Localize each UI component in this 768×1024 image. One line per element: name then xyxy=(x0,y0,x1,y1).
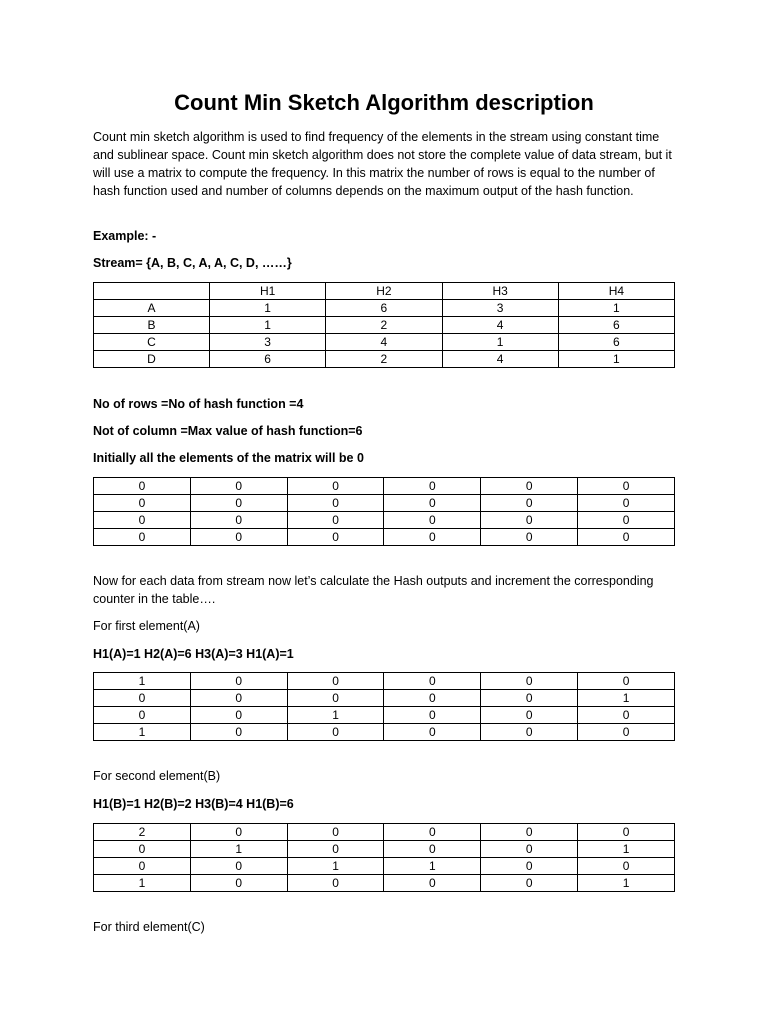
matrix-row xyxy=(94,690,675,707)
example-label: Example: - xyxy=(93,229,157,243)
matrix-cell: 0 xyxy=(190,824,287,841)
matrix-cell: 0 xyxy=(287,841,384,858)
matrix-cell: 1 xyxy=(190,841,287,858)
matrix-row xyxy=(94,478,675,495)
matrix-cell: 1 xyxy=(94,673,191,690)
matrix-cell: 0 xyxy=(287,495,384,512)
matrix-row xyxy=(94,529,675,546)
now-paragraph: Now for each data from stream now let’s calculate the Hash outputs and increment the corresponding counter in the table…. xyxy=(93,574,654,606)
matrix-cell: 0 xyxy=(578,824,675,841)
page-title: Count Min Sketch Algorithm description xyxy=(174,90,594,115)
matrix-cell: 0 xyxy=(190,875,287,892)
hash-function-table xyxy=(93,282,675,368)
matrix-cell: 0 xyxy=(384,529,481,546)
matrix-cell: 0 xyxy=(578,529,675,546)
rows-line: No of rows =No of hash function =4 xyxy=(93,397,304,411)
matrix-cell: 0 xyxy=(384,841,481,858)
matrix-cell: 0 xyxy=(578,724,675,741)
matrix-cell: 1 xyxy=(94,724,191,741)
matrix-initial xyxy=(93,477,675,546)
matrix-cell: 0 xyxy=(287,529,384,546)
matrix-after-a xyxy=(93,672,675,741)
table-header-cell: H1 xyxy=(210,283,326,300)
matrix-cell: 0 xyxy=(384,495,481,512)
matrix-cell: 0 xyxy=(481,724,578,741)
matrix-cell: 0 xyxy=(481,858,578,875)
table-row xyxy=(94,300,675,317)
first-element-hashes: H1(A)=1 H2(A)=6 H3(A)=3 H1(A)=1 xyxy=(93,647,294,661)
matrix-row xyxy=(94,841,675,858)
table-row xyxy=(94,317,675,334)
table-cell: 4 xyxy=(442,351,558,368)
matrix-cell: 0 xyxy=(481,495,578,512)
row-label-cell: C xyxy=(94,334,210,351)
table-header-cell: H3 xyxy=(442,283,558,300)
matrix-cell: 1 xyxy=(578,690,675,707)
matrix-cell: 0 xyxy=(384,707,481,724)
matrix-cell: 0 xyxy=(578,707,675,724)
matrix-cell: 0 xyxy=(287,724,384,741)
matrix-cell: 0 xyxy=(94,707,191,724)
matrix-cell: 0 xyxy=(94,690,191,707)
matrix-cell: 1 xyxy=(578,841,675,858)
matrix-cell: 0 xyxy=(94,841,191,858)
matrix-cell: 0 xyxy=(481,841,578,858)
table-row xyxy=(94,334,675,351)
table-cell: 4 xyxy=(326,334,442,351)
table-cell: 1 xyxy=(442,334,558,351)
matrix-cell: 1 xyxy=(94,875,191,892)
row-label-cell: B xyxy=(94,317,210,334)
matrix-cell: 0 xyxy=(94,478,191,495)
matrix-cell: 0 xyxy=(578,673,675,690)
matrix-row xyxy=(94,495,675,512)
matrix-cell: 0 xyxy=(384,875,481,892)
matrix-cell: 1 xyxy=(287,858,384,875)
table-header-cell: H2 xyxy=(326,283,442,300)
matrix-cell: 2 xyxy=(94,824,191,841)
table-header-cell: H4 xyxy=(558,283,674,300)
table-header-row xyxy=(94,283,675,300)
matrix-cell: 0 xyxy=(481,690,578,707)
matrix-cell: 0 xyxy=(94,512,191,529)
matrix-cell: 0 xyxy=(190,707,287,724)
table-cell: 4 xyxy=(442,317,558,334)
table-cell: 6 xyxy=(558,317,674,334)
matrix-cell: 0 xyxy=(384,724,481,741)
matrix-cell: 0 xyxy=(287,690,384,707)
matrix-row xyxy=(94,707,675,724)
first-element-label: For first element(A) xyxy=(93,619,200,633)
matrix-cell: 0 xyxy=(481,478,578,495)
table-cell: 6 xyxy=(558,334,674,351)
table-cell: 2 xyxy=(326,351,442,368)
table-header-cell xyxy=(94,283,210,300)
matrix-cell: 0 xyxy=(287,673,384,690)
stream-line: Stream= {A, B, C, A, A, C, D, ……} xyxy=(93,256,292,270)
table-row xyxy=(94,351,675,368)
table-cell: 2 xyxy=(326,317,442,334)
matrix-cell: 1 xyxy=(287,707,384,724)
matrix-cell: 0 xyxy=(190,673,287,690)
table-cell: 1 xyxy=(210,300,326,317)
matrix-cell: 0 xyxy=(94,495,191,512)
matrix-cell: 0 xyxy=(578,478,675,495)
matrix-cell: 1 xyxy=(578,875,675,892)
columns-line: Not of column =Max value of hash function=6 xyxy=(93,424,363,438)
matrix-cell: 0 xyxy=(287,512,384,529)
matrix-cell: 0 xyxy=(287,824,384,841)
matrix-cell: 0 xyxy=(384,824,481,841)
matrix-row xyxy=(94,824,675,841)
table-cell: 6 xyxy=(210,351,326,368)
table-cell: 6 xyxy=(326,300,442,317)
row-label-cell: A xyxy=(94,300,210,317)
second-element-label: For second element(B) xyxy=(93,769,221,783)
matrix-cell: 0 xyxy=(190,690,287,707)
table-cell: 3 xyxy=(442,300,558,317)
matrix-cell: 0 xyxy=(94,529,191,546)
matrix-row xyxy=(94,512,675,529)
row-label-cell: D xyxy=(94,351,210,368)
matrix-cell: 0 xyxy=(190,478,287,495)
matrix-row xyxy=(94,858,675,875)
matrix-after-b xyxy=(93,823,675,892)
matrix-cell: 0 xyxy=(287,478,384,495)
matrix-cell: 0 xyxy=(190,512,287,529)
matrix-cell: 0 xyxy=(94,858,191,875)
table-cell: 1 xyxy=(558,351,674,368)
matrix-cell: 0 xyxy=(481,529,578,546)
matrix-cell: 0 xyxy=(384,690,481,707)
matrix-cell: 0 xyxy=(384,673,481,690)
table-cell: 3 xyxy=(210,334,326,351)
matrix-cell: 0 xyxy=(481,824,578,841)
matrix-cell: 0 xyxy=(481,707,578,724)
matrix-cell: 0 xyxy=(481,512,578,529)
matrix-cell: 0 xyxy=(190,495,287,512)
matrix-cell: 0 xyxy=(578,495,675,512)
third-element-label: For third element(C) xyxy=(93,920,205,934)
matrix-cell: 0 xyxy=(190,858,287,875)
matrix-cell: 0 xyxy=(384,478,481,495)
matrix-cell: 0 xyxy=(481,673,578,690)
matrix-cell: 0 xyxy=(287,875,384,892)
matrix-cell: 0 xyxy=(384,512,481,529)
matrix-row xyxy=(94,724,675,741)
matrix-cell: 0 xyxy=(190,529,287,546)
intro-paragraph: Count min sketch algorithm is used to find frequency of the elements in the stream using constant time and sublinear space. Count min sketch algorithm does not store the complete value of data stream, but it will use a matrix to compute the frequency. In this matrix the number of rows is equal to the number of hash function used and number of columns depends on the maximum output of the hash function. xyxy=(93,130,672,198)
table-cell: 1 xyxy=(210,317,326,334)
matrix-cell: 1 xyxy=(384,858,481,875)
matrix-cell: 0 xyxy=(190,724,287,741)
second-element-hashes: H1(B)=1 H2(B)=2 H3(B)=4 H1(B)=6 xyxy=(93,797,294,811)
matrix-cell: 0 xyxy=(578,858,675,875)
matrix-row xyxy=(94,673,675,690)
matrix-cell: 0 xyxy=(481,875,578,892)
matrix-cell: 0 xyxy=(578,512,675,529)
matrix-row xyxy=(94,875,675,892)
table-cell: 1 xyxy=(558,300,674,317)
initial-line: Initially all the elements of the matrix will be 0 xyxy=(93,451,364,465)
